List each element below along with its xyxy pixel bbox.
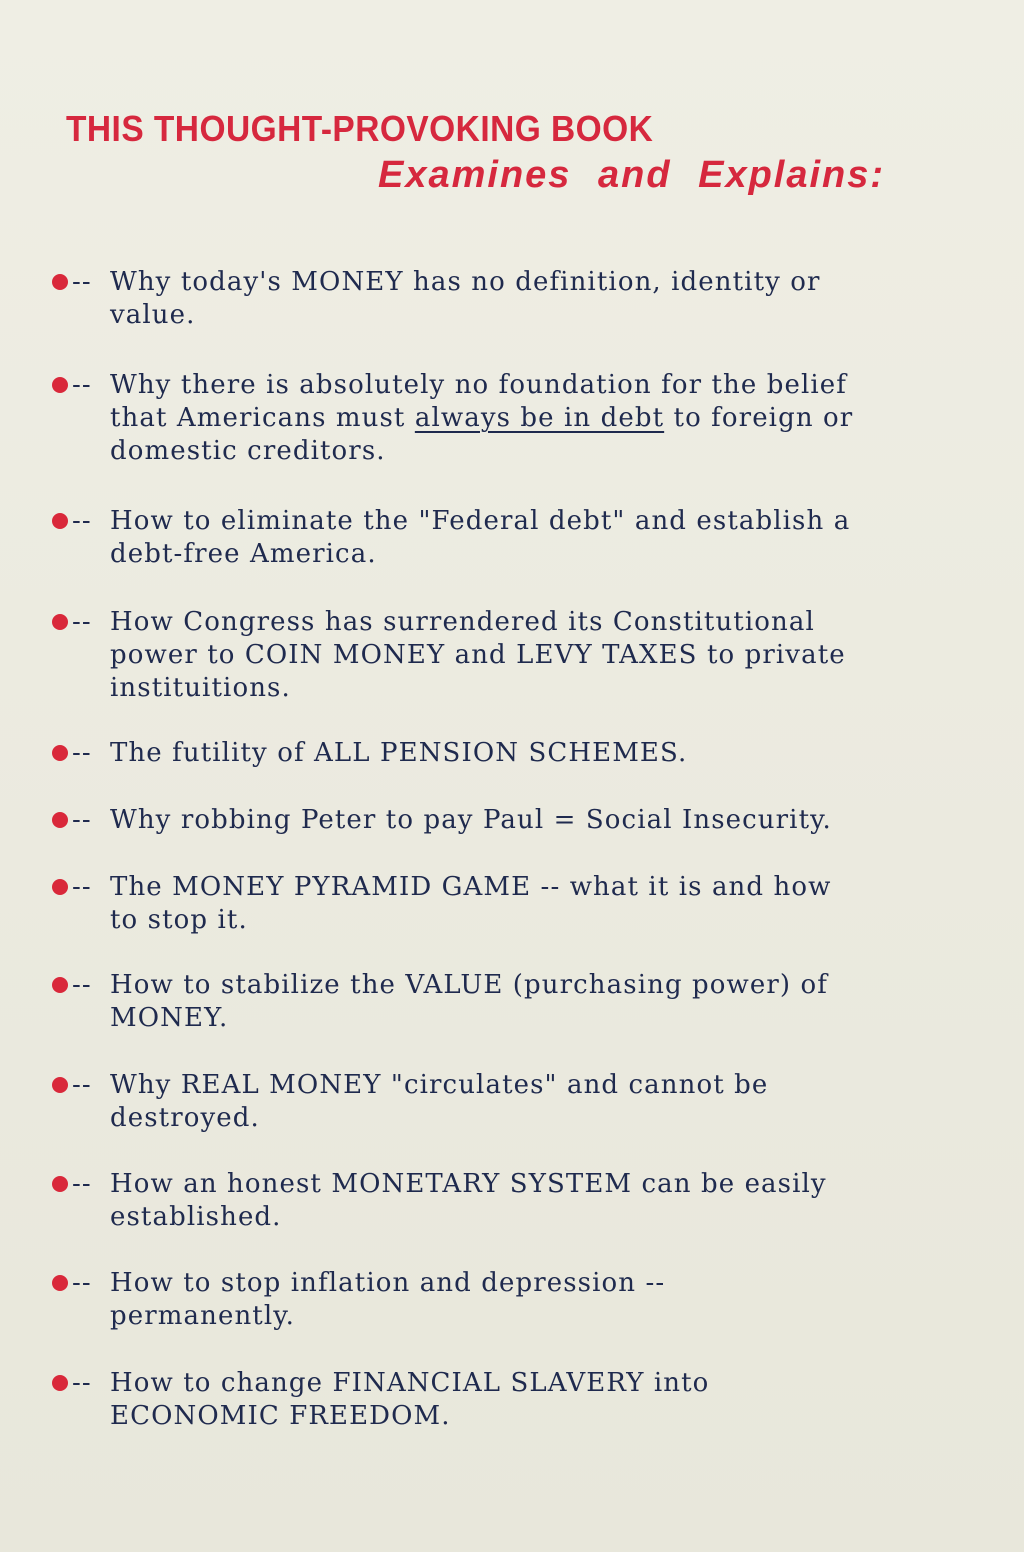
list-item-text-after: to foreign or domestic creditors. [110, 403, 854, 466]
bullet-dashes: -- [72, 805, 92, 835]
list-item-text: How an honest MONETARY SYSTEM can be easily established. [110, 1169, 827, 1232]
bullet-dashes: -- [72, 267, 92, 297]
list-item-text: Why today's MONEY has no definition, identity or value. [110, 267, 821, 330]
red-bullet-icon [52, 1176, 68, 1192]
list-item-text: How to eliminate the "Federal debt" and establish a debt-free America. [110, 506, 851, 569]
list-item-text: The futility of ALL PENSION SCHEMES. [110, 738, 688, 768]
red-bullet-icon [52, 977, 68, 993]
bullet-dashes: -- [72, 1268, 92, 1298]
red-bullet-icon [52, 614, 68, 630]
list-item-text: How to stop inflation and depression -- permanently. [110, 1268, 666, 1331]
bullet-dashes: -- [72, 607, 92, 637]
list-item-text: How Congress has surrendered its Constitutional power to COIN MONEY and LEVY TAXES to private instituitions. [110, 607, 846, 703]
bullet-dashes: -- [72, 1169, 92, 1199]
red-bullet-icon [52, 745, 68, 761]
bullet-dashes: -- [72, 1368, 92, 1398]
red-bullet-icon [52, 1275, 68, 1291]
bullet-dashes: -- [72, 738, 92, 768]
list-item-text: How to stabilize the VALUE (purchasing power) of MONEY. [110, 970, 829, 1033]
list-item-text: Why REAL MONEY "circulates" and cannot be destroyed. [110, 1070, 769, 1133]
heading-line-1: THIS THOUGHT-PROVOKING BOOK [66, 108, 654, 149]
bullet-dashes: -- [72, 970, 92, 1000]
red-bullet-icon [52, 377, 68, 393]
bullet-dashes: -- [72, 872, 92, 902]
list-item-text: How to change FINANCIAL SLAVERY into ECONOMIC FREEDOM. [110, 1368, 710, 1431]
list-item-text: Why robbing Peter to pay Paul = Social Insecurity. [110, 805, 832, 835]
bullet-dashes: -- [72, 370, 92, 400]
underlined-phrase: always be in debt [414, 403, 665, 433]
list-item-text: The MONEY PYRAMID GAME -- what it is and how to stop it. [110, 872, 832, 935]
bullet-dashes: -- [72, 1070, 92, 1100]
red-bullet-icon [52, 1375, 68, 1391]
heading-line-2: Examines and Explains: [378, 154, 886, 196]
red-bullet-icon [52, 513, 68, 529]
red-bullet-icon [52, 879, 68, 895]
list-item-text [110, 369, 1010, 468]
list-item-text-before: Why there is absolutely no foundation for the belief that Americans must [110, 370, 847, 433]
red-bullet-icon [52, 812, 68, 828]
red-bullet-icon [52, 274, 68, 290]
red-bullet-icon [52, 1077, 68, 1093]
bullet-dashes: -- [72, 506, 92, 536]
